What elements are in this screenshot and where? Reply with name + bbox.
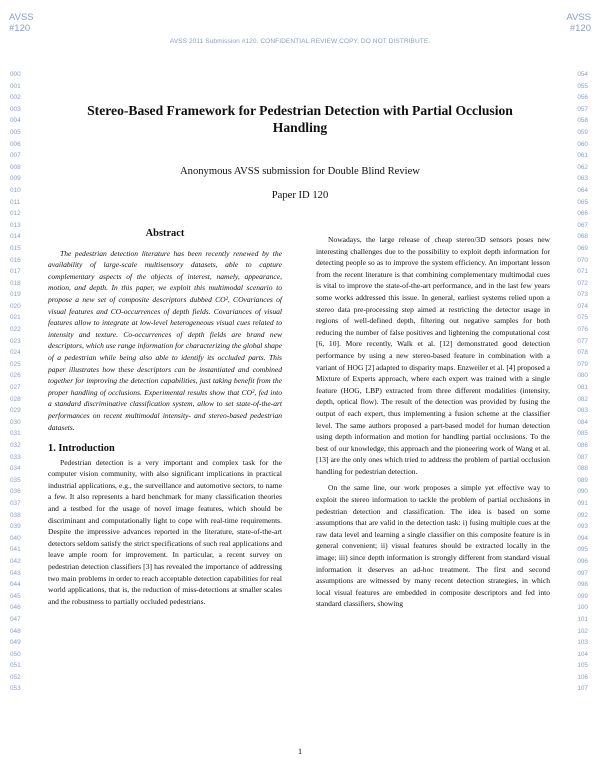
line-number: 037 <box>10 499 21 507</box>
line-number: 063 <box>577 175 588 183</box>
intro-paragraph-1: Pedestrian detection is a very important and complex task for the computer vision community, with also significant implications in practical industrial applications, e.g., the surveillance and automotive sectors, to name a few. It also represents a hard benchmark for many classification theories and a testbed for the usage of novel image features, which should be discriminant and computationally light to cope with real-time requirements. Despite the impressive advances reported in the literature, state-of-the-art detectors seldom satisfy the strict specifications of such real applications and leave ample room for improvement. In particular, a recent survey on pedestrian detection classifiers [3] has revealed the importance of addressing two main problems in order to reach acceptable detection capabilities for real world applications, that is, the reduction of miss-detections at smaller scales and the robustness to partially occluded pedestrians. <box>48 457 282 606</box>
line-number: 045 <box>10 592 21 600</box>
line-number: 012 <box>10 210 21 218</box>
line-number: 016 <box>10 256 21 264</box>
line-number: 074 <box>577 302 588 310</box>
line-number: 007 <box>10 152 21 160</box>
line-number: 024 <box>10 349 21 357</box>
line-number: 086 <box>577 442 588 449</box>
line-number: 084 <box>577 418 588 426</box>
line-number: 088 <box>577 465 588 473</box>
line-number: 051 <box>10 662 21 670</box>
line-number: 048 <box>10 627 21 635</box>
line-number: 099 <box>577 592 588 600</box>
line-number: 041 <box>10 546 21 554</box>
submission-tag-right: AVSS #120 <box>566 12 591 34</box>
line-number: 068 <box>577 233 588 241</box>
line-number: 105 <box>577 662 588 670</box>
line-number: 044 <box>10 581 21 589</box>
line-number: 039 <box>10 523 21 531</box>
line-number: 047 <box>10 615 21 623</box>
line-number: 081 <box>577 384 588 392</box>
line-number: 058 <box>577 117 588 125</box>
line-number: 071 <box>577 268 588 276</box>
line-number: 070 <box>577 256 588 264</box>
paper-title: Stereo-Based Framework for Pedestrian Detection with Partial Occlusion Handling <box>87 103 513 135</box>
line-number: 056 <box>577 94 588 102</box>
line-number: 018 <box>10 279 21 287</box>
line-number: 027 <box>10 384 21 392</box>
line-number: 006 <box>10 140 21 148</box>
line-number: 020 <box>10 302 21 310</box>
line-number: 085 <box>577 430 588 438</box>
submission-tag-left: AVSS #120 <box>9 12 34 34</box>
line-number: 065 <box>577 198 588 206</box>
line-number: 082 <box>577 395 588 403</box>
right-paragraph-2: On the same line, our work proposes a simple yet effective way to exploit the stereo information to tackle the problem of partial occlusions in pedestrian detection and classification. The idea is based on some assumptions that are valid in the detection task: i) fusing multiple cues at the raw data level and learning a single classifier on this composite feature is in general convenient; ii) visual features should be extracted locally in the image; iii) since depth information is strongly different from standard visual information it deserves an ad-hoc treatment. The first and second assumptions are witnessed by many recent detection strategies, in which local visual features are embedded in composite descriptors and fed into standard classifiers, showing <box>316 483 550 609</box>
line-number: 103 <box>577 639 588 647</box>
line-number: 009 <box>10 175 21 183</box>
line-number: 046 <box>10 604 21 612</box>
line-number: 087 <box>577 453 588 461</box>
paper-id: Paper ID 120 <box>271 190 329 201</box>
line-number: 083 <box>577 407 588 415</box>
line-number: 098 <box>577 581 588 589</box>
line-number: 038 <box>10 511 21 519</box>
line-number: 015 <box>10 244 21 252</box>
paper-authors: Anonymous AVSS submission for Double Blind Review <box>180 166 420 177</box>
line-number: 052 <box>10 673 21 681</box>
line-number: 079 <box>577 360 588 368</box>
line-number: 077 <box>577 337 588 345</box>
line-number: 011 <box>10 198 21 206</box>
line-number: 078 <box>577 349 588 357</box>
line-number: 094 <box>577 534 588 542</box>
line-number: 043 <box>10 569 21 577</box>
abstract-text: The pedestrian detection literature has been recently renewed by the availability of large-scale multisensory datasets, able to capture complementary aspects of the objects of interest, namely, appearance, motion, and depth. In this paper, we exploit this multimodal scenario to propose a new set of composite descriptors dubbed CO², COvariances of visual features and CO-occurrences of depth fields. Covariances of visual features allow to integrate at low-level heterogeneous visual cues related to intensity and texture. Co-occurrences of depth fields are brand new descriptors, which use range information for characterizing the global shape of a pedestrian while being also able to identify its occluded parts. This paper illustrates how these descriptors can be instantiated and combined together for improving the detection capabilities, just taking benefit from the proper handling of occlusions. Experimental results show that CO², fed into a standard discriminative classification system, allow to set state-of-the-art performances on recent multimodal intensity- and stereo-based pedestrian datasets. <box>48 248 282 432</box>
line-number: 032 <box>10 442 21 449</box>
line-number: 053 <box>10 685 21 693</box>
line-number: 096 <box>577 557 588 565</box>
section-heading-introduction: 1. Introduction <box>48 443 115 455</box>
line-number: 004 <box>10 117 21 125</box>
line-number: 097 <box>577 569 588 577</box>
line-number: 057 <box>577 105 588 113</box>
line-number: 072 <box>577 279 588 287</box>
line-number: 091 <box>577 499 588 507</box>
line-numbers-left <box>10 69 21 695</box>
line-number: 014 <box>10 233 21 241</box>
line-number: 029 <box>10 407 21 415</box>
line-number: 069 <box>577 244 588 252</box>
line-number: 059 <box>577 128 588 136</box>
right-column <box>316 234 550 610</box>
line-number: 019 <box>10 291 21 299</box>
line-number: 008 <box>10 163 21 171</box>
line-number: 002 <box>10 94 21 102</box>
line-number: 092 <box>577 511 588 519</box>
line-number: 055 <box>577 82 588 90</box>
confidential-banner: AVSS 2011 Submission #120. CONFIDENTIAL REVIEW COPY. DO NOT DISTRIBUTE. <box>169 38 431 45</box>
line-number: 028 <box>10 395 21 403</box>
line-number: 104 <box>577 650 588 658</box>
line-number: 010 <box>10 186 21 194</box>
line-number: 022 <box>10 326 21 334</box>
line-number: 034 <box>10 465 21 473</box>
line-number: 030 <box>10 418 21 426</box>
abstract-heading: Abstract <box>145 228 185 239</box>
line-number: 023 <box>10 337 21 345</box>
line-number: 061 <box>577 152 588 160</box>
line-number: 036 <box>10 488 21 496</box>
line-number: 033 <box>10 453 21 461</box>
line-number: 003 <box>10 105 21 113</box>
line-number: 060 <box>577 140 588 148</box>
line-number: 013 <box>10 221 21 229</box>
line-number: 064 <box>577 186 588 194</box>
line-number: 054 <box>577 71 588 78</box>
line-number: 075 <box>577 314 588 322</box>
line-number: 021 <box>10 314 21 322</box>
line-number: 101 <box>577 615 588 623</box>
line-number: 031 <box>10 430 21 438</box>
line-number: 025 <box>10 360 21 368</box>
line-number: 005 <box>10 128 21 136</box>
line-number: 000 <box>10 71 21 78</box>
page-number: 1 <box>297 746 303 756</box>
line-number: 089 <box>577 476 588 484</box>
right-paragraph-1: Nowadays, the large release of cheap stereo/3D sensors poses new interesting challenges due to the possibility to exploit depth information for detecting people so as to improve the system efficiency. An important lesson from the recent literature is that combining complementary multimodal cues is vital to improve the state-of-the-art performance, and in the last few years some works addressed this issue. In general, earliest systems relied upon a stereo data pre-processing step aimed at restricting the detector usage in regions of well-defined depth, filtering out negative samples for both reducing the number of false positives and lightening the computational cost [6, 10]. More recently, Walk et al. [12] demonstrated good detection performance by using a new stereo-based feature in combination with a variant of HOG [2] adapted to disparity maps. Enzweiler et al. [4] proposed a Mixture of Experts approach, where each expert was trained with a single feature (HOG, LBP) extracted from three different modalities (intensity, depth, optical flow). The result of the detection was provided by fusing the output of each expert, thus implementing a fusion scheme at the classifier level. The same authors proposed a part-based model for human detection using depth information and motion for handling partial occlusions. To the best of our knowledge, this approach and the pioneering work of Wang et al. [13] are the only ones which tried to address the problem of partial occlusion handling for pedestrian detection. <box>316 235 550 476</box>
line-numbers-right <box>577 69 588 695</box>
line-number: 017 <box>10 268 21 276</box>
line-number: 073 <box>577 291 588 299</box>
line-number: 042 <box>10 557 21 565</box>
line-number: 067 <box>577 221 588 229</box>
line-number: 107 <box>577 685 588 693</box>
line-number: 095 <box>577 546 588 554</box>
line-number: 050 <box>10 650 21 658</box>
line-number: 062 <box>577 163 588 171</box>
line-number: 076 <box>577 326 588 334</box>
line-number: 106 <box>577 673 588 681</box>
line-number: 001 <box>10 82 21 90</box>
line-number: 066 <box>577 210 588 218</box>
line-number: 100 <box>577 604 588 612</box>
left-column <box>48 228 282 607</box>
line-number: 102 <box>577 627 588 635</box>
line-number: 026 <box>10 372 21 380</box>
line-number: 093 <box>577 523 588 531</box>
line-number: 080 <box>577 372 588 380</box>
line-number: 049 <box>10 639 21 647</box>
line-number: 040 <box>10 534 21 542</box>
line-number: 035 <box>10 476 21 484</box>
line-number: 090 <box>577 488 588 496</box>
